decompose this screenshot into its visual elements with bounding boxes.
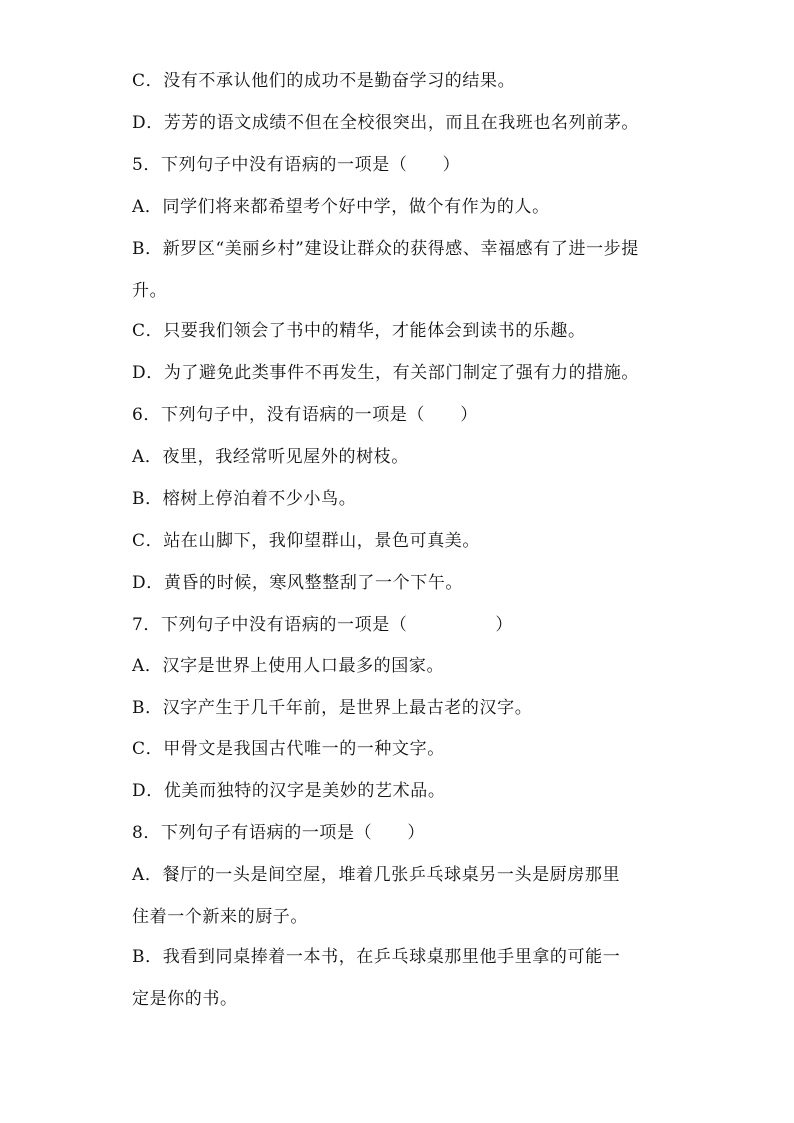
option-b-q7: B．汉字产生于几千年前，是世界上最古老的汉字。 <box>132 698 533 718</box>
option-d-q6: D．黄昏的时候，寒风整整刮了一个下午。 <box>132 573 464 593</box>
option-a-q8: A．餐厅的一头是间空屋，堆着几张乒乓球桌另一头是厨房那里 <box>132 865 621 885</box>
option-b-q5-cont: 升。 <box>132 281 168 301</box>
question-8: 8．下列句子有语病的一项是（ ） <box>132 823 426 843</box>
option-c-q6: C．站在山脚下，我仰望群山，景色可真美。 <box>132 531 481 551</box>
question-6: 6．下列句子中，没有语病的一项是（ ） <box>132 405 478 425</box>
option-c-q7: C．甲骨文是我国古代唯一的一种文字。 <box>132 739 445 759</box>
option-b-q5: B．新罗区“美丽乡村”建设让群众的获得感、幸福感有了进一步提 <box>132 239 639 259</box>
option-b-q6: B．榕树上停泊着不少小鸟。 <box>132 489 357 509</box>
option-b-q8: B．我看到同桌捧着一本书，在乒乓球桌那里他手里拿的可能一 <box>132 947 621 967</box>
question-7: 7．下列句子中没有语病的一项是（ ） <box>132 615 514 635</box>
option-a-q6: A．夜里，我经常听见屋外的树枝。 <box>132 447 409 467</box>
option-c-q4: C．没有不承认他们的成功不是勤奋学习的结果。 <box>132 71 516 91</box>
option-d-q7: D．优美而独特的汉字是美妙的艺术品。 <box>132 781 446 801</box>
option-a-q8-cont: 住着一个新来的厨子。 <box>132 907 308 927</box>
question-5: 5．下列句子中没有语病的一项是（ ） <box>132 155 461 175</box>
option-a-q5: A．同学们将来都希望考个好中学，做个有作为的人。 <box>132 197 550 217</box>
option-d-q5: D．为了避免此类事件不再发生，有关部门制定了强有力的措施。 <box>132 363 640 383</box>
option-a-q7: A．汉字是世界上使用人口最多的国家。 <box>132 656 445 676</box>
option-b-q8-cont: 定是你的书。 <box>132 989 238 1009</box>
option-c-q5: C．只要我们领会了书中的精华，才能体会到读书的乐趣。 <box>132 321 586 341</box>
option-d-q4: D．芳芳的语文成绩不但在全校很突出，而且在我班也名列前茅。 <box>132 113 640 133</box>
